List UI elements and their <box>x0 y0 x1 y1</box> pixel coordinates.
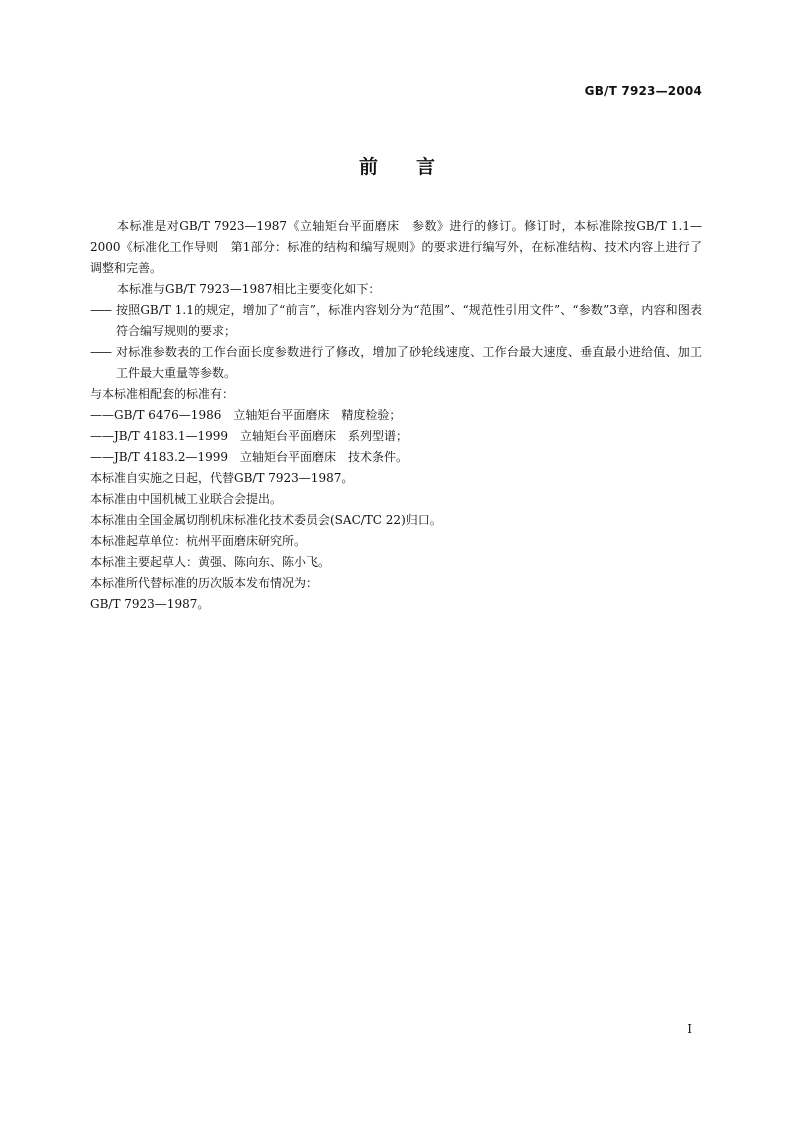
matching-standard-item: ——GB/T 6476—1986 立轴矩台平面磨床 精度检验； <box>90 408 402 422</box>
change-item-text: 按照GB/T 1.1的规定，增加了“前言”，标准内容划分为“范围”、“规范性引用文件”、“参数”3章，内容和图表符合编写规则的要求； <box>116 303 702 338</box>
change-item <box>90 342 702 384</box>
matching-standard-item: ——JB/T 4183.1—1999 立轴矩台平面磨床 系列型谱； <box>90 429 409 443</box>
dash-marker: —— <box>90 303 110 317</box>
proposer-statement: 本标准由中国机械工业联合会提出。 <box>90 492 283 506</box>
history-intro: 本标准所代替标准的历次版本发布情况为： <box>90 576 319 590</box>
foreword-body <box>90 216 702 615</box>
dash-marker: —— <box>90 345 110 359</box>
page-title: 前言 <box>358 156 473 178</box>
matching-standards-intro: 与本标准相配套的标准有： <box>90 387 235 401</box>
change-item-text: 对标准参数表的工作台面长度参数进行了修改，增加了砂轮线速度、工作台最大速度、垂直最小进给值、加工工件最大重量等参数。 <box>116 345 702 380</box>
standard-code: GB/T 7923—2004 <box>584 84 702 98</box>
drafting-unit-statement: 本标准起草单位：杭州平面磨床研究所。 <box>90 534 307 548</box>
drafters-statement: 本标准主要起草人：黄强、陈向东、陈小飞。 <box>90 555 331 569</box>
committee-statement: 本标准由全国金属切削机床标准化技术委员会(SAC/TC 22)归口。 <box>90 513 442 527</box>
history-item: GB/T 7923—1987。 <box>90 597 210 611</box>
page-number: I <box>687 1022 692 1036</box>
revision-paragraph: 本标准是对GB/T 7923—1987《立轴矩台平面磨床 参数》进行的修订。修订时，本标准除按GB/T 1.1—2000《标准化工作导则 第1部分：标准的结构和编写规则》的要求进行编写外，在标准结构、技术内容上进行了调整和完善。 <box>90 219 702 275</box>
change-item <box>90 300 702 342</box>
replacement-statement: 本标准自实施之日起，代替GB/T 7923—1987。 <box>90 471 354 485</box>
changes-intro: 本标准与GB/T 7923—1987相比主要变化如下： <box>117 282 381 296</box>
matching-standard-item: ——JB/T 4183.2—1999 立轴矩台平面磨床 技术条件。 <box>90 450 409 464</box>
